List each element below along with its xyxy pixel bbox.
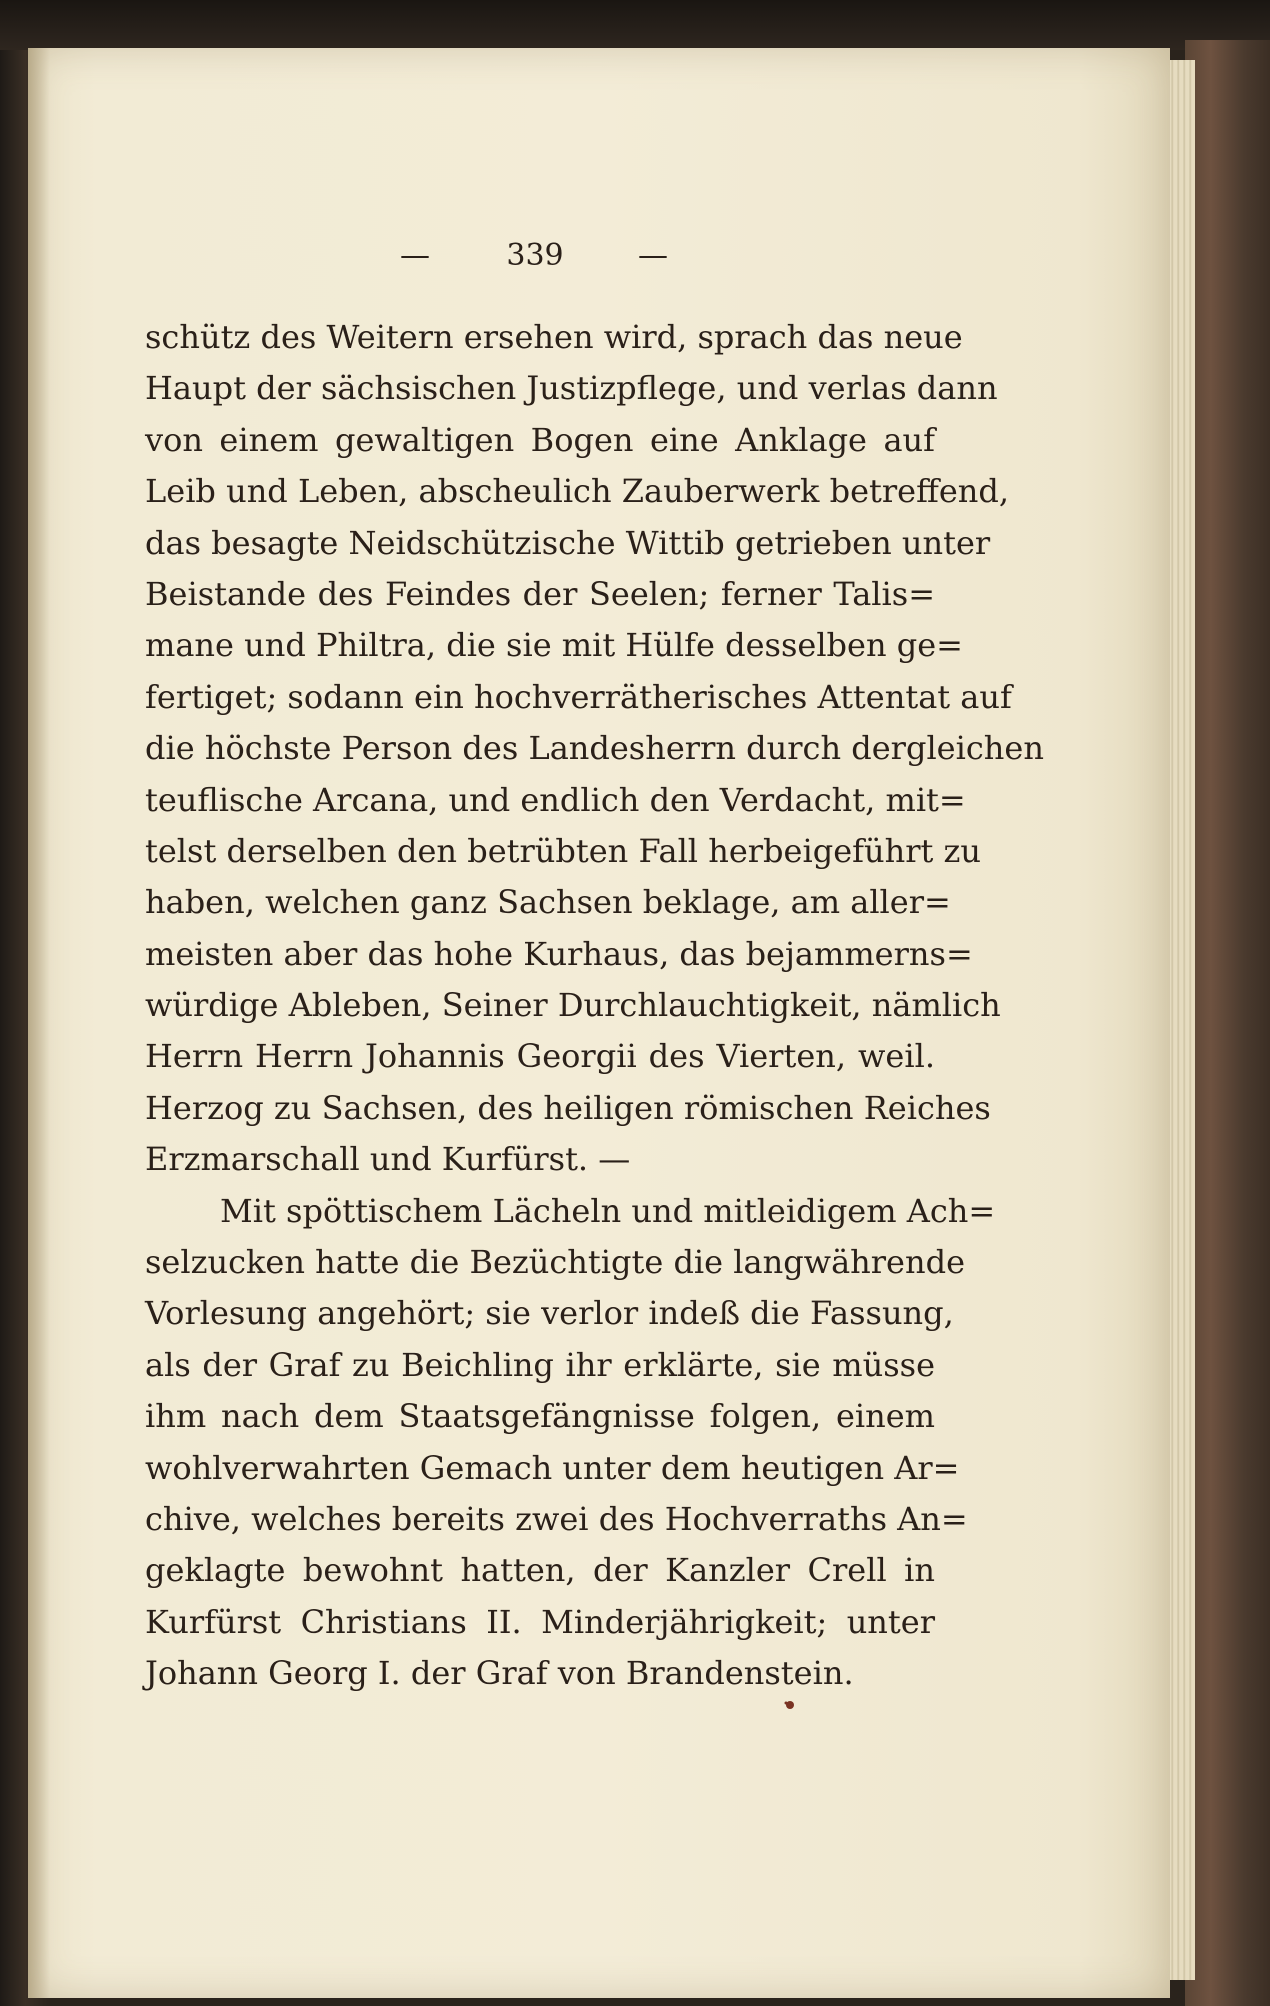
text-line: ihm nach dem Staatsgefängnisse folgen, einem bbox=[145, 1397, 935, 1436]
text-line: mane und Philtra, die sie mit Hülfe desselben ge= bbox=[145, 626, 963, 665]
book-cover-right bbox=[1185, 40, 1270, 2006]
text-line: teuflische Arcana, und endlich den Verdacht, mit= bbox=[145, 780, 966, 819]
ink-spot-icon bbox=[780, 1695, 800, 1715]
text-line: Leib und Leben, abscheulich Zauberwerk betreffend, bbox=[145, 472, 1010, 511]
text-line: Haupt der sächsischen Justizpflege, und verlas dann bbox=[145, 369, 998, 408]
body-text bbox=[145, 312, 1044, 1700]
page-header bbox=[400, 235, 670, 275]
page-gutter-shadow bbox=[28, 48, 50, 1998]
paragraph-start-line: Mit spöttischem Lächeln und mitleidigem Ach= bbox=[220, 1191, 996, 1230]
text-line: Vorlesung angehört; sie verlor indeß die Fassung, bbox=[145, 1294, 954, 1333]
text-line: haben, welchen ganz Sachsen beklage, am aller= bbox=[145, 883, 951, 922]
text-line: Beistande des Feindes der Seelen; ferner Talis= bbox=[145, 574, 935, 613]
text-line: geklagte bewohnt hatten, der Kanzler Crell in bbox=[145, 1551, 935, 1590]
text-line: als der Graf zu Beichling ihr erklärte, sie müsse bbox=[145, 1345, 935, 1384]
header-dash-right: — bbox=[637, 237, 670, 273]
text-line: Herzog zu Sachsen, des heiligen römischen Reiches bbox=[145, 1088, 991, 1127]
text-line: wohlverwahrten Gemach unter dem heutigen Ar= bbox=[145, 1448, 960, 1487]
text-line: Herrn Herrn Johannis Georgii des Vierten, weil. bbox=[145, 1037, 935, 1076]
text-line: von einem gewaltigen Bogen eine Anklage auf bbox=[145, 420, 935, 459]
text-line: Johann Georg I. der Graf von Brandenstein. bbox=[145, 1654, 854, 1693]
text-line: fertiget; sodann ein hochverrätherisches Attentat auf bbox=[145, 677, 1012, 716]
page-number: 339 bbox=[506, 237, 564, 273]
text-line: telst derselben den betrübten Fall herbeigeführt zu bbox=[145, 831, 981, 870]
text-line: chive, welches bereits zwei des Hochverraths An= bbox=[145, 1499, 968, 1538]
book-cover-top bbox=[0, 0, 1270, 50]
text-line: Kurfürst Christians II. Minderjährigkeit; unter bbox=[145, 1602, 935, 1641]
text-line: die höchste Person des Landesherrn durch dergleichen bbox=[145, 729, 1044, 768]
text-line: Erzmarschall und Kurfürst. — bbox=[145, 1140, 631, 1179]
text-line: schütz des Weitern ersehen wird, sprach das neue bbox=[145, 318, 963, 356]
text-line: meisten aber das hohe Kurhaus, das bejammerns= bbox=[145, 934, 973, 973]
text-line: selzucken hatte die Bezüchtigte die langwährende bbox=[145, 1243, 966, 1282]
header-dash-left: — bbox=[400, 237, 432, 273]
text-line: das besagte Neidschützische Wittib getrieben unter bbox=[145, 523, 991, 562]
text-line: würdige Ableben, Seiner Durchlauchtigkeit, nämlich bbox=[145, 986, 1001, 1025]
ink-spot bbox=[780, 1695, 810, 1725]
